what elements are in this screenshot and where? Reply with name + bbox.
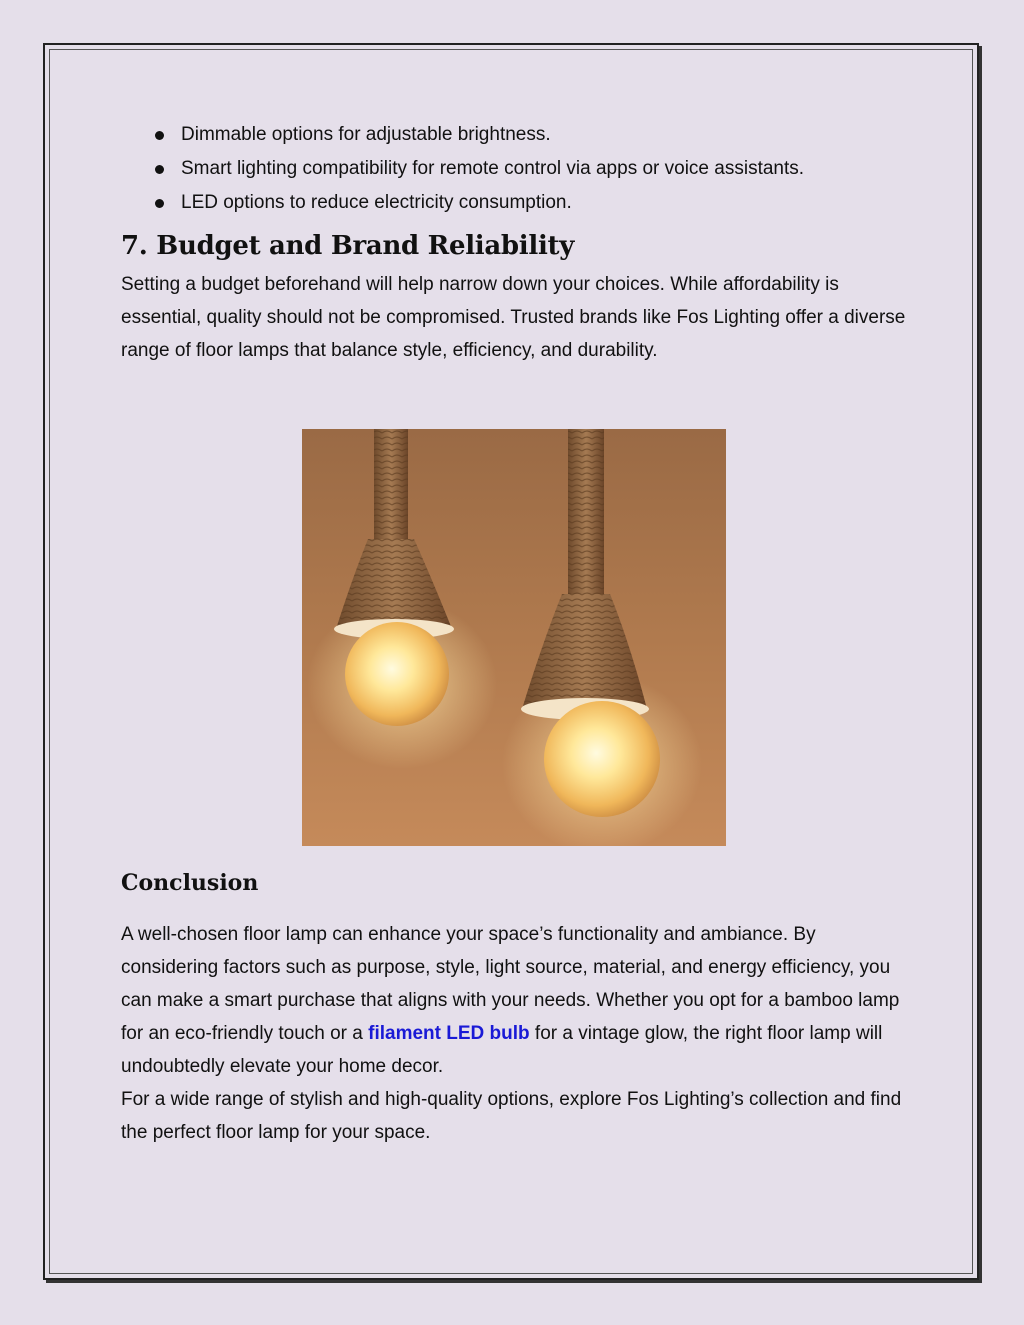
list-item: Dimmable options for adjustable brightness. <box>121 118 911 152</box>
list-item: LED options to reduce electricity consumption. <box>121 186 911 220</box>
bullet-icon <box>155 165 164 174</box>
conclusion-paragraph-2: For a wide range of stylish and high-quality options, explore Fos Lighting’s collection and find the perfect floor lamp for your space. <box>121 1089 902 1143</box>
rope-pendant-bulbs-photo <box>302 429 726 846</box>
list-item: Smart lighting compatibility for remote control via apps or voice assistants. <box>121 152 911 186</box>
filament-led-bulb-link[interactable]: filament LED bulb <box>368 1023 530 1044</box>
bullet-icon <box>155 131 164 140</box>
conclusion-body <box>121 918 911 1149</box>
feature-list <box>121 118 911 220</box>
section-heading: 7. Budget and Brand Reliability <box>121 231 575 261</box>
conclusion-heading: Conclusion <box>121 870 259 896</box>
bullet-icon <box>155 199 164 208</box>
section-paragraph: Setting a budget beforehand will help narrow down your choices. While affordability is essential, quality should not be compromised. Trusted brands like Fos Lighting offer a diverse range of floor lamps that balance style, efficiency, and durability. <box>121 274 906 361</box>
main-content <box>121 118 911 367</box>
conclusion-paragraph: A well-chosen floor lamp can enhance your space’s functionality and ambiance. By considering factors such as purpose, style, light source, material, and energy efficiency, you can make a smart purchase that aligns with your needs. Whether you opt for a bamboo lamp for an eco-friendly touch or a filament LED bulb for a vintage glow, the right floor lamp will undoubtedly elevate your home decor. <box>121 924 900 1077</box>
